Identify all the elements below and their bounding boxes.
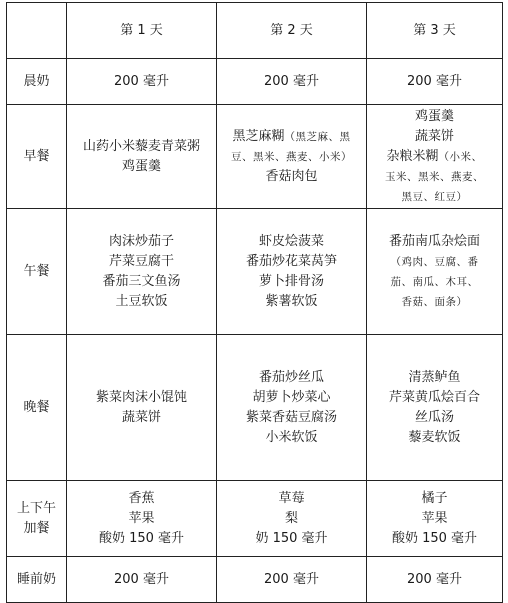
cell-milk-pm-day-2: 200 毫升 (217, 557, 367, 603)
dish-item: 芹菜豆腐干 (108, 253, 174, 269)
snack-item: 奶 150 毫升 (255, 530, 328, 546)
ingredient-note: （鸡肉、豆腐、番 (390, 255, 479, 268)
cell-milk-pm-day-3: 200 毫升 (367, 557, 503, 603)
row-label-snacks (7, 481, 67, 557)
dish-item: 杂粮米糊 (386, 148, 439, 164)
snack-item: 酸奶 150 毫升 (98, 530, 185, 546)
header-row (7, 3, 503, 59)
ingredient-note: 黑豆、红豆） (401, 190, 468, 203)
cell-dinner-day-2 (217, 335, 367, 481)
ingredient-note: 茄、南瓜、木耳、 (390, 275, 479, 288)
cell-milk-am-day-1: 200 毫升 (67, 59, 217, 105)
dish-item: 番茄南瓜杂烩面 (388, 233, 480, 249)
meal-plan-table (6, 2, 503, 603)
cell-snacks-day-1 (67, 481, 217, 557)
dish-item: 土豆软饭 (115, 293, 168, 309)
dish-with-ingredients (219, 127, 364, 147)
row-lunch (7, 209, 503, 335)
cell-snacks-day-2 (217, 481, 367, 557)
dish-item: 藜麦软饭 (408, 429, 461, 445)
dish-item: 丝瓜汤 (414, 409, 454, 425)
dish-item: 紫薯软饭 (265, 293, 318, 309)
cell-milk-am-day-3: 200 毫升 (367, 59, 503, 105)
dish-item: 紫菜香菇豆腐汤 (245, 409, 337, 425)
ingredient-note: 香菇、面条） (401, 295, 468, 308)
cell-snacks-day-3 (367, 481, 503, 557)
dish-item: 鸡蛋羹 (414, 108, 454, 124)
dish-item: 蔬菜饼 (414, 128, 454, 144)
snack-item: 草莓 (278, 490, 305, 506)
dish-item: 虾皮烩菠菜 (258, 233, 324, 249)
cell-dinner-day-1 (67, 335, 217, 481)
cell-breakfast-day-1 (67, 105, 217, 209)
ingredient-note: 豆、黑米、燕麦、小米） (231, 150, 352, 163)
cell-breakfast-day-2 (217, 105, 367, 209)
row-dinner (7, 335, 503, 481)
snack-item: 酸奶 150 毫升 (391, 530, 478, 546)
header-day-3: 第 3 天 (367, 3, 503, 59)
dish-item: 香菇肉包 (265, 168, 318, 184)
snack-item: 梨 (284, 510, 298, 526)
dish-item: 清蒸鲈鱼 (408, 369, 461, 385)
ingredient-note: 玉米、黑米、燕麦、 (385, 170, 484, 183)
header-day-1: 第 1 天 (67, 3, 217, 59)
snack-item: 香蕉 (128, 490, 155, 506)
snack-item: 苹果 (128, 510, 155, 526)
dish-item: 肉沫炒茄子 (108, 233, 174, 249)
header-day-2: 第 2 天 (217, 3, 367, 59)
dish-item: 萝卜排骨汤 (258, 273, 324, 289)
cell-lunch-day-1 (67, 209, 217, 335)
ingredient-note: （黑芝麻、黑 (284, 130, 351, 143)
row-snacks (7, 481, 503, 557)
row-label-breakfast: 早餐 (7, 105, 67, 209)
dish-item: 芹菜黄瓜烩百合 (388, 389, 480, 405)
dish-item: 鸡蛋羹 (121, 158, 161, 174)
row-breakfast (7, 105, 503, 209)
cell-lunch-day-2 (217, 209, 367, 335)
header-corner-cell (7, 3, 67, 59)
dish-item: 紫菜肉沫小馄饨 (95, 389, 187, 405)
dish-item: 番茄炒花菜莴笋 (245, 253, 337, 269)
row-label-line: 加餐 (23, 520, 50, 536)
cell-dinner-day-3 (367, 335, 503, 481)
row-label-dinner: 晚餐 (7, 335, 67, 481)
dish-with-ingredients (369, 147, 500, 167)
dish-item: 番茄炒丝瓜 (258, 369, 324, 385)
snack-item: 橘子 (421, 490, 448, 506)
dish-item: 胡萝卜炒菜心 (252, 389, 331, 405)
cell-milk-am-day-2: 200 毫升 (217, 59, 367, 105)
row-label-milk-am: 晨奶 (7, 59, 67, 105)
row-label-line: 上下午 (16, 500, 56, 516)
ingredient-note: （小米、 (438, 150, 483, 163)
row-milk-pm (7, 557, 503, 603)
row-label-milk-pm: 睡前奶 (7, 557, 67, 603)
dish-item: 黑芝麻糊 (232, 128, 285, 144)
cell-lunch-day-3 (367, 209, 503, 335)
snack-item: 苹果 (421, 510, 448, 526)
cell-breakfast-day-3 (367, 105, 503, 209)
cell-milk-pm-day-1: 200 毫升 (67, 557, 217, 603)
dish-item: 蔬菜饼 (121, 409, 161, 425)
row-milk-am (7, 59, 503, 105)
dish-item: 山药小米藜麦青菜粥 (82, 138, 200, 154)
row-label-lunch: 午餐 (7, 209, 67, 335)
dish-item: 番茄三文鱼汤 (102, 273, 181, 289)
dish-item: 小米软饭 (265, 429, 318, 445)
